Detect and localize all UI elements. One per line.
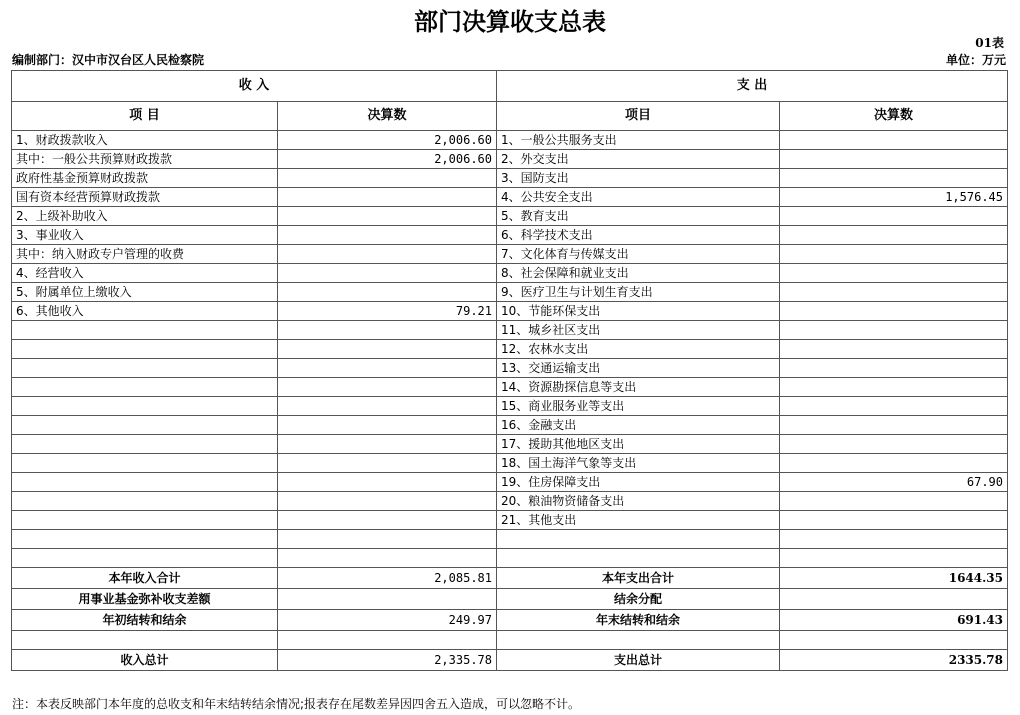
income-summary-value: 2,085.81: [278, 568, 497, 589]
income-item: [12, 416, 278, 435]
income-summary-item: 年初结转和结余: [12, 610, 278, 631]
income-summary-value: 249.97: [278, 610, 497, 631]
expense-value: [780, 378, 1008, 397]
expense-summary-item: 本年支出合计: [497, 568, 780, 589]
income-item: [12, 473, 278, 492]
income-value: 2,006.60: [278, 131, 497, 150]
table-number: 01表: [975, 36, 1004, 50]
income-item: 其中：纳入财政专户管理的收费: [12, 245, 278, 264]
expense-item: 20、粮油物资储备支出: [497, 492, 780, 511]
expense-item: 8、社会保障和就业支出: [497, 264, 780, 283]
income-value: [278, 492, 497, 511]
income-item: 2、上级补助收入: [12, 207, 278, 226]
expense-value: [780, 416, 1008, 435]
income-item: [12, 359, 278, 378]
expense-item: 19、住房保障支出: [497, 473, 780, 492]
table-row: [12, 302, 1008, 321]
table-row: [12, 454, 1008, 473]
table-row: [12, 492, 1008, 511]
blank-cell: [497, 530, 780, 549]
expense-item: 14、资源勘探信息等支出: [497, 378, 780, 397]
expense-value: [780, 435, 1008, 454]
blank-row: [12, 549, 1008, 568]
expense-value: [780, 150, 1008, 169]
table-row: [12, 378, 1008, 397]
income-value: [278, 226, 497, 245]
expense-item: 16、金融支出: [497, 416, 780, 435]
summary-row: [12, 568, 1008, 589]
expense-item: 2、外交支出: [497, 150, 780, 169]
income-item: [12, 492, 278, 511]
income-value: 79.21: [278, 302, 497, 321]
expense-value: 1,576.45: [780, 188, 1008, 207]
income-value: [278, 207, 497, 226]
table-row: [12, 416, 1008, 435]
expense-total-item: 支出总计: [497, 650, 780, 671]
expense-value: [780, 131, 1008, 150]
blank-cell: [278, 549, 497, 568]
income-value: [278, 511, 497, 530]
dept-label: 编制部门：汉中市汉台区人民检察院: [12, 53, 205, 67]
expense-value: [780, 264, 1008, 283]
income-item: [12, 378, 278, 397]
table-row: [12, 359, 1008, 378]
blank-cell: [780, 631, 1008, 650]
page-title: 部门决算收支总表: [414, 7, 606, 36]
income-item: [12, 397, 278, 416]
table-row: [12, 131, 1008, 150]
blank-cell: [278, 530, 497, 549]
table-row: [12, 473, 1008, 492]
summary-row: [12, 589, 1008, 610]
expense-item: 3、国防支出: [497, 169, 780, 188]
income-value: [278, 245, 497, 264]
table-row: [12, 511, 1008, 530]
income-value: [278, 378, 497, 397]
expense-item-header: 项目: [497, 102, 780, 131]
budget-table: [11, 70, 1008, 671]
table-row: [12, 207, 1008, 226]
table-row: [12, 150, 1008, 169]
expense-summary-item: 结余分配: [497, 589, 780, 610]
summary-row: [12, 610, 1008, 631]
income-item: [12, 321, 278, 340]
expense-item: 13、交通运输支出: [497, 359, 780, 378]
expense-item: 4、公共安全支出: [497, 188, 780, 207]
expense-value: [780, 511, 1008, 530]
blank-cell: [12, 631, 278, 650]
income-item: [12, 454, 278, 473]
expense-total-value: 2335.78: [780, 650, 1008, 671]
blank-row: [12, 530, 1008, 549]
expense-item: 15、商业服务业等支出: [497, 397, 780, 416]
expense-summary-value: 1644.35: [780, 568, 1008, 589]
income-item: 5、附属单位上缴收入: [12, 283, 278, 302]
income-summary-value: [278, 589, 497, 610]
income-value: [278, 416, 497, 435]
expense-value: 67.90: [780, 473, 1008, 492]
income-value: [278, 321, 497, 340]
expense-value: [780, 340, 1008, 359]
income-value: [278, 435, 497, 454]
expense-item: 12、农林水支出: [497, 340, 780, 359]
income-item-header: 项 目: [12, 102, 278, 131]
footnote: 注：本表反映部门本年度的总收支和年末结转结余情况;报表存在尾数差异因四舍五入造成，可以忽略不计。: [12, 697, 581, 711]
income-summary-item: 本年收入合计: [12, 568, 278, 589]
expense-item: 17、援助其他地区支出: [497, 435, 780, 454]
income-value: [278, 188, 497, 207]
income-header: 收 入: [12, 71, 497, 102]
table-row: [12, 283, 1008, 302]
total-row: [12, 650, 1008, 671]
blank-cell: [12, 549, 278, 568]
income-item: 6、其他收入: [12, 302, 278, 321]
expense-item: 18、国土海洋气象等支出: [497, 454, 780, 473]
expense-item: 6、科学技术支出: [497, 226, 780, 245]
unit-label: 单位：万元: [945, 53, 1006, 67]
income-total-item: 收入总计: [12, 650, 278, 671]
expense-value: [780, 226, 1008, 245]
table-row: [12, 397, 1008, 416]
income-value: [278, 264, 497, 283]
table-row: [12, 188, 1008, 207]
table-row: [12, 340, 1008, 359]
expense-value: [780, 492, 1008, 511]
income-item: [12, 340, 278, 359]
income-value: [278, 473, 497, 492]
table-row: [12, 264, 1008, 283]
header-row-2: [12, 102, 1008, 131]
expense-value: [780, 207, 1008, 226]
expense-item: 9、医疗卫生与计划生育支出: [497, 283, 780, 302]
expense-header: 支 出: [497, 71, 1008, 102]
header-row-1: [12, 71, 1008, 102]
income-summary-item: 用事业基金弥补收支差额: [12, 589, 278, 610]
expense-summary-value: 691.43: [780, 610, 1008, 631]
table-row: [12, 321, 1008, 340]
income-item: 4、经营收入: [12, 264, 278, 283]
expense-item: 5、教育支出: [497, 207, 780, 226]
blank-cell: [497, 631, 780, 650]
income-item: 3、事业收入: [12, 226, 278, 245]
expense-value: [780, 245, 1008, 264]
blank-cell: [278, 631, 497, 650]
income-value: [278, 283, 497, 302]
table-row: [12, 435, 1008, 454]
expense-value: [780, 283, 1008, 302]
blank-cell: [497, 549, 780, 568]
income-amount-header: 决算数: [278, 102, 497, 131]
blank-cell: [780, 549, 1008, 568]
blank-row: [12, 631, 1008, 650]
expense-value: [780, 302, 1008, 321]
expense-item: 21、其他支出: [497, 511, 780, 530]
blank-cell: [780, 530, 1008, 549]
expense-amount-header: 决算数: [780, 102, 1008, 131]
income-item: 其中：一般公共预算财政拨款: [12, 150, 278, 169]
income-value: 2,006.60: [278, 150, 497, 169]
table-row: [12, 245, 1008, 264]
expense-value: [780, 359, 1008, 378]
meta-row: [12, 51, 1006, 69]
expense-value: [780, 169, 1008, 188]
income-value: [278, 169, 497, 188]
expense-item: 1、一般公共服务支出: [497, 131, 780, 150]
income-item: [12, 511, 278, 530]
income-value: [278, 397, 497, 416]
income-item: 国有资本经营预算财政拨款: [12, 188, 278, 207]
expense-value: [780, 454, 1008, 473]
income-value: [278, 454, 497, 473]
expense-item: 10、节能环保支出: [497, 302, 780, 321]
expense-summary-item: 年末结转和结余: [497, 610, 780, 631]
expense-value: [780, 397, 1008, 416]
blank-cell: [12, 530, 278, 549]
income-item: 政府性基金预算财政拨款: [12, 169, 278, 188]
income-total-value: 2,335.78: [278, 650, 497, 671]
income-value: [278, 359, 497, 378]
expense-value: [780, 321, 1008, 340]
income-item: [12, 435, 278, 454]
expense-summary-value: [780, 589, 1008, 610]
table-row: [12, 169, 1008, 188]
expense-item: 11、城乡社区支出: [497, 321, 780, 340]
income-item: 1、财政拨款收入: [12, 131, 278, 150]
table-row: [12, 226, 1008, 245]
income-value: [278, 340, 497, 359]
expense-item: 7、文化体育与传媒支出: [497, 245, 780, 264]
